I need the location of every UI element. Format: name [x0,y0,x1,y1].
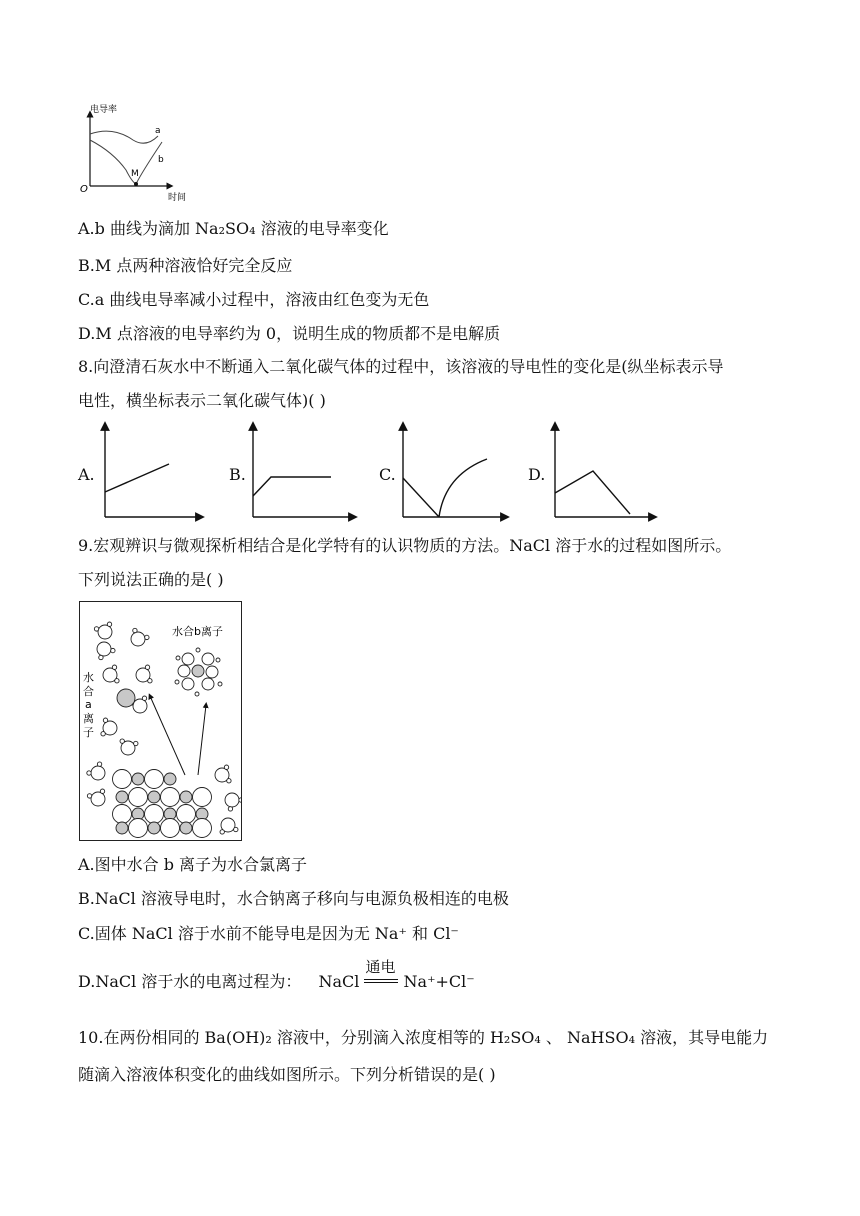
q7-option-a: A.b 曲线为滴加 Na₂SO₄ 溶液的电导率变化 [78,219,389,238]
water-hydrogen [234,827,238,831]
q7-option-b: B.M 点两种溶液恰好完全反应 [78,256,293,275]
water-oxygen [91,766,105,780]
water-hydrogen [227,779,231,783]
q8-c-line-down [403,478,439,517]
water-hydrogen [148,679,152,683]
hydrated-b-hydrogen [175,680,179,684]
hydrated-b-center [192,665,204,677]
q8-a-line [105,464,169,492]
water-hydrogen [101,732,105,736]
q7-ylabel: 电导率 [90,105,118,115]
q8-graph-label-d: D. [528,465,546,484]
q8-c-curve-up [439,459,487,517]
q7-curve-b [90,140,162,184]
water-hydrogen [239,798,241,802]
hydrated-b-water [178,665,190,677]
q9-hydrated-b-ion [175,648,222,696]
q8-graph-label-a: A. [78,465,95,484]
q9-option-d-condition: 通电 [365,958,396,976]
lattice-small-ion [116,822,128,834]
water-hydrogen [111,648,115,652]
hydrated-b-hydrogen [195,692,199,696]
q9-label-a-char-5: 子 [83,726,94,739]
q9-option-d [78,958,475,992]
water-oxygen [98,625,112,639]
water-hydrogen [87,794,91,798]
lattice-large-ion [161,788,180,807]
water-oxygen [225,793,239,807]
lattice-small-ion [148,822,160,834]
q8-graph-a [105,426,200,517]
lattice-small-ion [164,773,176,785]
q9-option-c: C.固体 NaCl 溶于水前不能导电是因为无 Na⁺ 和 Cl⁻ [78,924,459,943]
lattice-large-ion [145,805,164,824]
q9-option-d-arrow [364,958,398,992]
q10-stem-line1: 10.在两份相同的 Ba(OH)₂ 溶液中，分别滴入浓度相等的 H₂SO₄ 、 NaHSO₄ 溶液，其导电能力 [78,1028,769,1047]
water-hydrogen [94,627,98,631]
lattice-large-ion [129,819,148,838]
q10-stem-line2: 随滴入溶液体积变化的曲线如图所示。下列分析错误的是( ) [78,1065,496,1084]
q8-graph-d [555,426,653,517]
q9-label-a-char-3: a [85,698,92,711]
water-hydrogen [87,771,91,775]
q9-option-d-right: Na⁺+Cl⁻ [403,972,475,991]
water-hydrogen [228,807,232,811]
q9-arrow-right [198,705,206,775]
water-hydrogen [134,741,138,745]
water-hydrogen [224,765,228,769]
lattice-large-ion [193,819,212,838]
q8-graph-b [253,426,353,517]
water-hydrogen [107,622,111,626]
hydrated-a-center [117,689,135,707]
water-hydrogen [112,665,116,669]
q9-label-a-char-4: 离 [83,712,94,725]
lattice-small-ion [180,791,192,803]
q8-d-line [555,471,630,514]
q9-option-d-prefix: D.NaCl 溶于水的电离过程为： [78,972,302,991]
q7-option-d: D.M 点溶液的电导率约为 0，说明生成的物质都不是电解质 [78,324,501,343]
lattice-large-ion [161,819,180,838]
hydrated-b-hydrogen [216,658,220,662]
q7-label-b: b [158,155,164,165]
hydrated-b-hydrogen [176,656,180,660]
q8-graph-label-c: C. [379,465,396,484]
lattice-large-ion [129,788,148,807]
q8-graph-c [403,426,505,517]
q9-nacl-dissolution-figure [80,602,241,840]
q8-graphs [95,420,665,525]
q9-option-a: A.图中水合 b 离子为水合氯离子 [78,855,308,874]
water-oxygen [91,792,105,806]
water-hydrogen [133,628,137,632]
q9-nacl-crystal-lattice [113,770,212,838]
lattice-large-ion [145,770,164,789]
water-oxygen [131,632,145,646]
lattice-large-ion [177,805,196,824]
water-hydrogen [115,679,119,683]
water-hydrogen [120,739,124,743]
hydrated-b-hydrogen [218,682,222,686]
hydrated-b-hydrogen [196,648,200,652]
q9-hydrated-a-ion [117,689,135,707]
lattice-large-ion [113,805,132,824]
water-hydrogen [99,655,103,659]
lattice-small-ion [132,773,144,785]
q7-point-m [134,182,138,186]
water-hydrogen [145,665,149,669]
lattice-large-ion [193,788,212,807]
water-hydrogen [100,789,104,793]
q8-stem-line1: 8.向澄清石灰水中不断通入二氧化碳气体的过程中，该溶液的导电性的变化是(纵坐标表示导 [78,357,724,376]
q7-curve-a [90,131,158,143]
q8-b-line [253,477,331,496]
q8-stem-line2: 电性，横坐标表示二氧化碳气体)( ) [78,391,326,410]
q7-label-m: M [131,169,139,179]
lattice-large-ion [113,770,132,789]
hydrated-b-water [202,653,214,665]
water-hydrogen [145,635,149,639]
q7-option-c: C.a 曲线电导率减小过程中，溶液由红色变为无色 [78,290,430,309]
hydrated-b-water [206,666,218,678]
lattice-small-ion [180,822,192,834]
hydrated-b-water [182,678,194,690]
q9-label-hydrated-b: 水合b离子 [172,625,223,638]
lattice-small-ion [116,791,128,803]
q8-graph-label-b: B. [229,465,246,484]
q9-label-a-char-1: 水 [83,671,94,684]
water-oxygen [133,699,147,713]
q9-arrow-left [150,696,185,775]
q9-label-a-char-2: 合 [83,685,94,698]
q7-conductivity-figure [78,100,198,205]
hydrated-b-water [202,678,214,690]
q9-stem-line2: 下列说法正确的是( ) [78,570,224,589]
water-hydrogen [97,762,101,766]
q7-origin: O [80,184,88,195]
q9-option-d-left: NaCl [318,972,360,991]
q9-option-b: B.NaCl 溶液导电时，水合钠离子移向与电源负极相连的电极 [78,889,509,908]
water-oxygen [97,642,111,656]
q7-xlabel: 时间 [168,193,187,203]
water-hydrogen [103,718,107,722]
q9-stem-line1: 9.宏观辨识与微观探析相结合是化学特有的认识物质的方法。NaCl 溶于水的过程如图所示。 [78,536,732,555]
water-hydrogen [142,696,146,700]
q7-label-a: a [155,126,161,136]
water-hydrogen [220,830,224,834]
hydrated-b-water [182,653,194,665]
lattice-small-ion [148,791,160,803]
